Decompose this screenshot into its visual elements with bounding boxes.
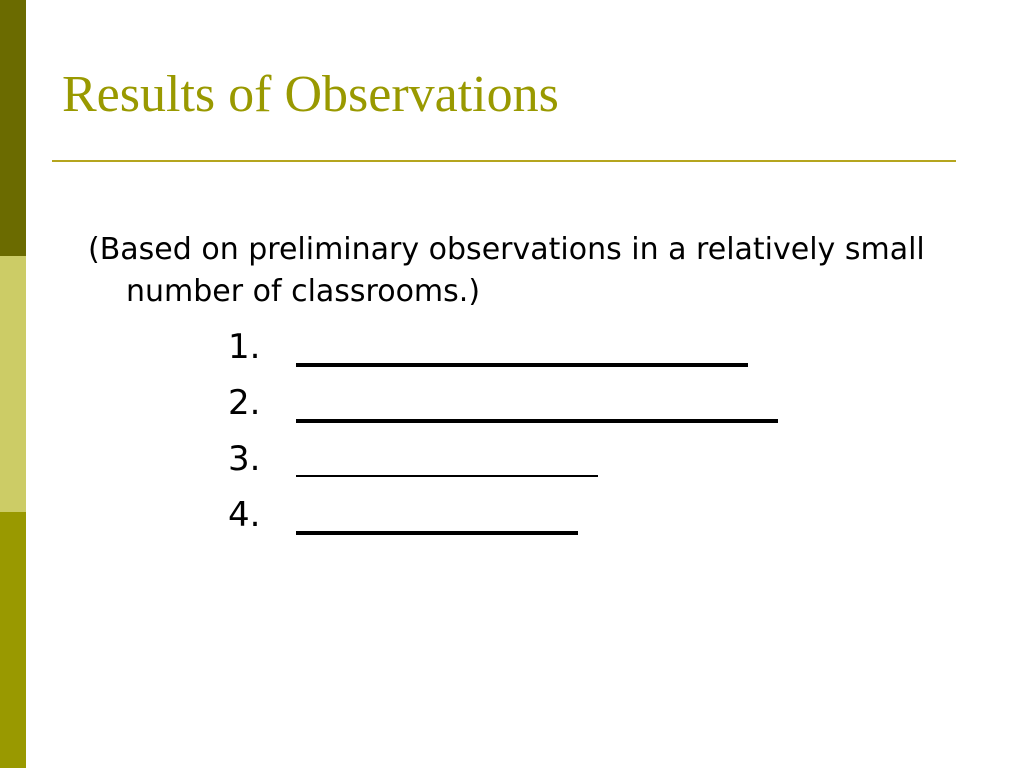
blank-line xyxy=(296,531,578,535)
intro-text: (Based on preliminary observations in a relatively small number of classrooms.) xyxy=(88,232,925,309)
list-item-number: 1. xyxy=(228,327,261,367)
blank-line xyxy=(296,419,778,423)
decorative-stripe-top xyxy=(0,0,26,256)
list-item-number: 3. xyxy=(228,439,261,479)
list-item-number: 4. xyxy=(228,495,261,535)
decorative-stripe-middle xyxy=(0,256,26,512)
slide-title: Results of Observations xyxy=(62,66,559,123)
decorative-stripe-bottom xyxy=(0,512,26,768)
blank-line xyxy=(296,475,598,477)
title-divider xyxy=(52,160,956,162)
blank-line xyxy=(296,363,748,367)
list-item-number: 2. xyxy=(228,383,261,423)
